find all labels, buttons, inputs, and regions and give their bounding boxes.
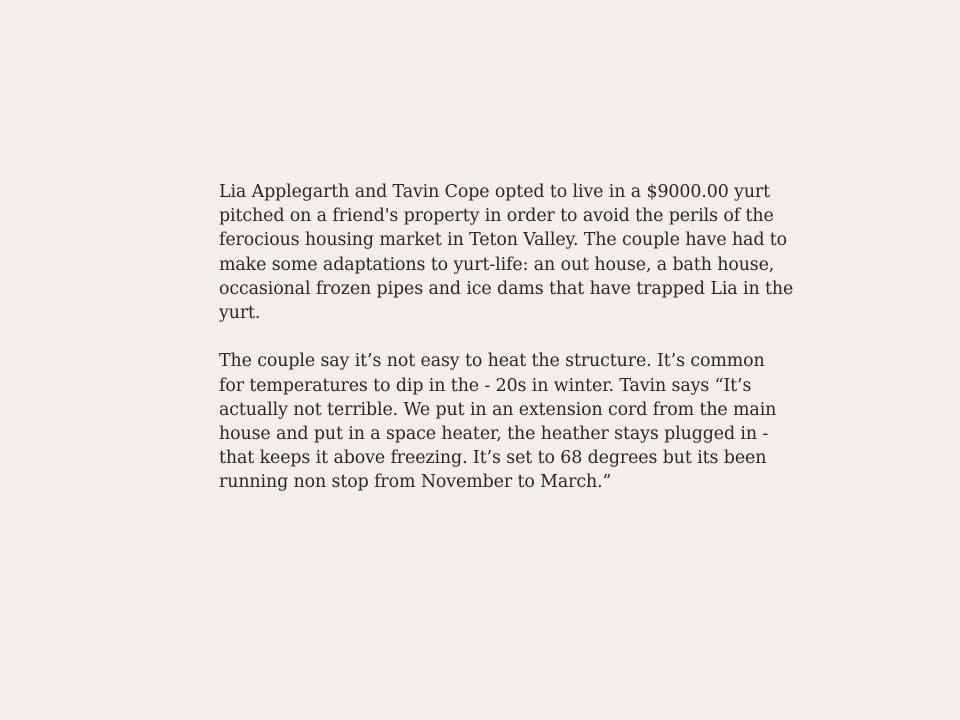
article-body [219,180,794,495]
article-paragraph-2: The couple say it’s not easy to heat the structure. It’s common for temperatures to dip in the - 20s in winter. Tavin says “It’s actually not terrible. We put in an extension cord from the main house and put in a space heater, the heather stays plugged in - that keeps it above freezing. It’s set to 68 degrees but its been running non stop from November to March.” [219,351,777,493]
article-paragraph-1: Lia Applegarth and Tavin Cope opted to live in a $9000.00 yurt pitched on a friend's property in order to avoid the perils of the ferocious housing market in Teton Valley. The couple have had to make some adaptations to yurt-life: an out house, a bath house, occasional frozen pipes and ice dams that have trapped Lia in the yurt. [219,182,794,324]
